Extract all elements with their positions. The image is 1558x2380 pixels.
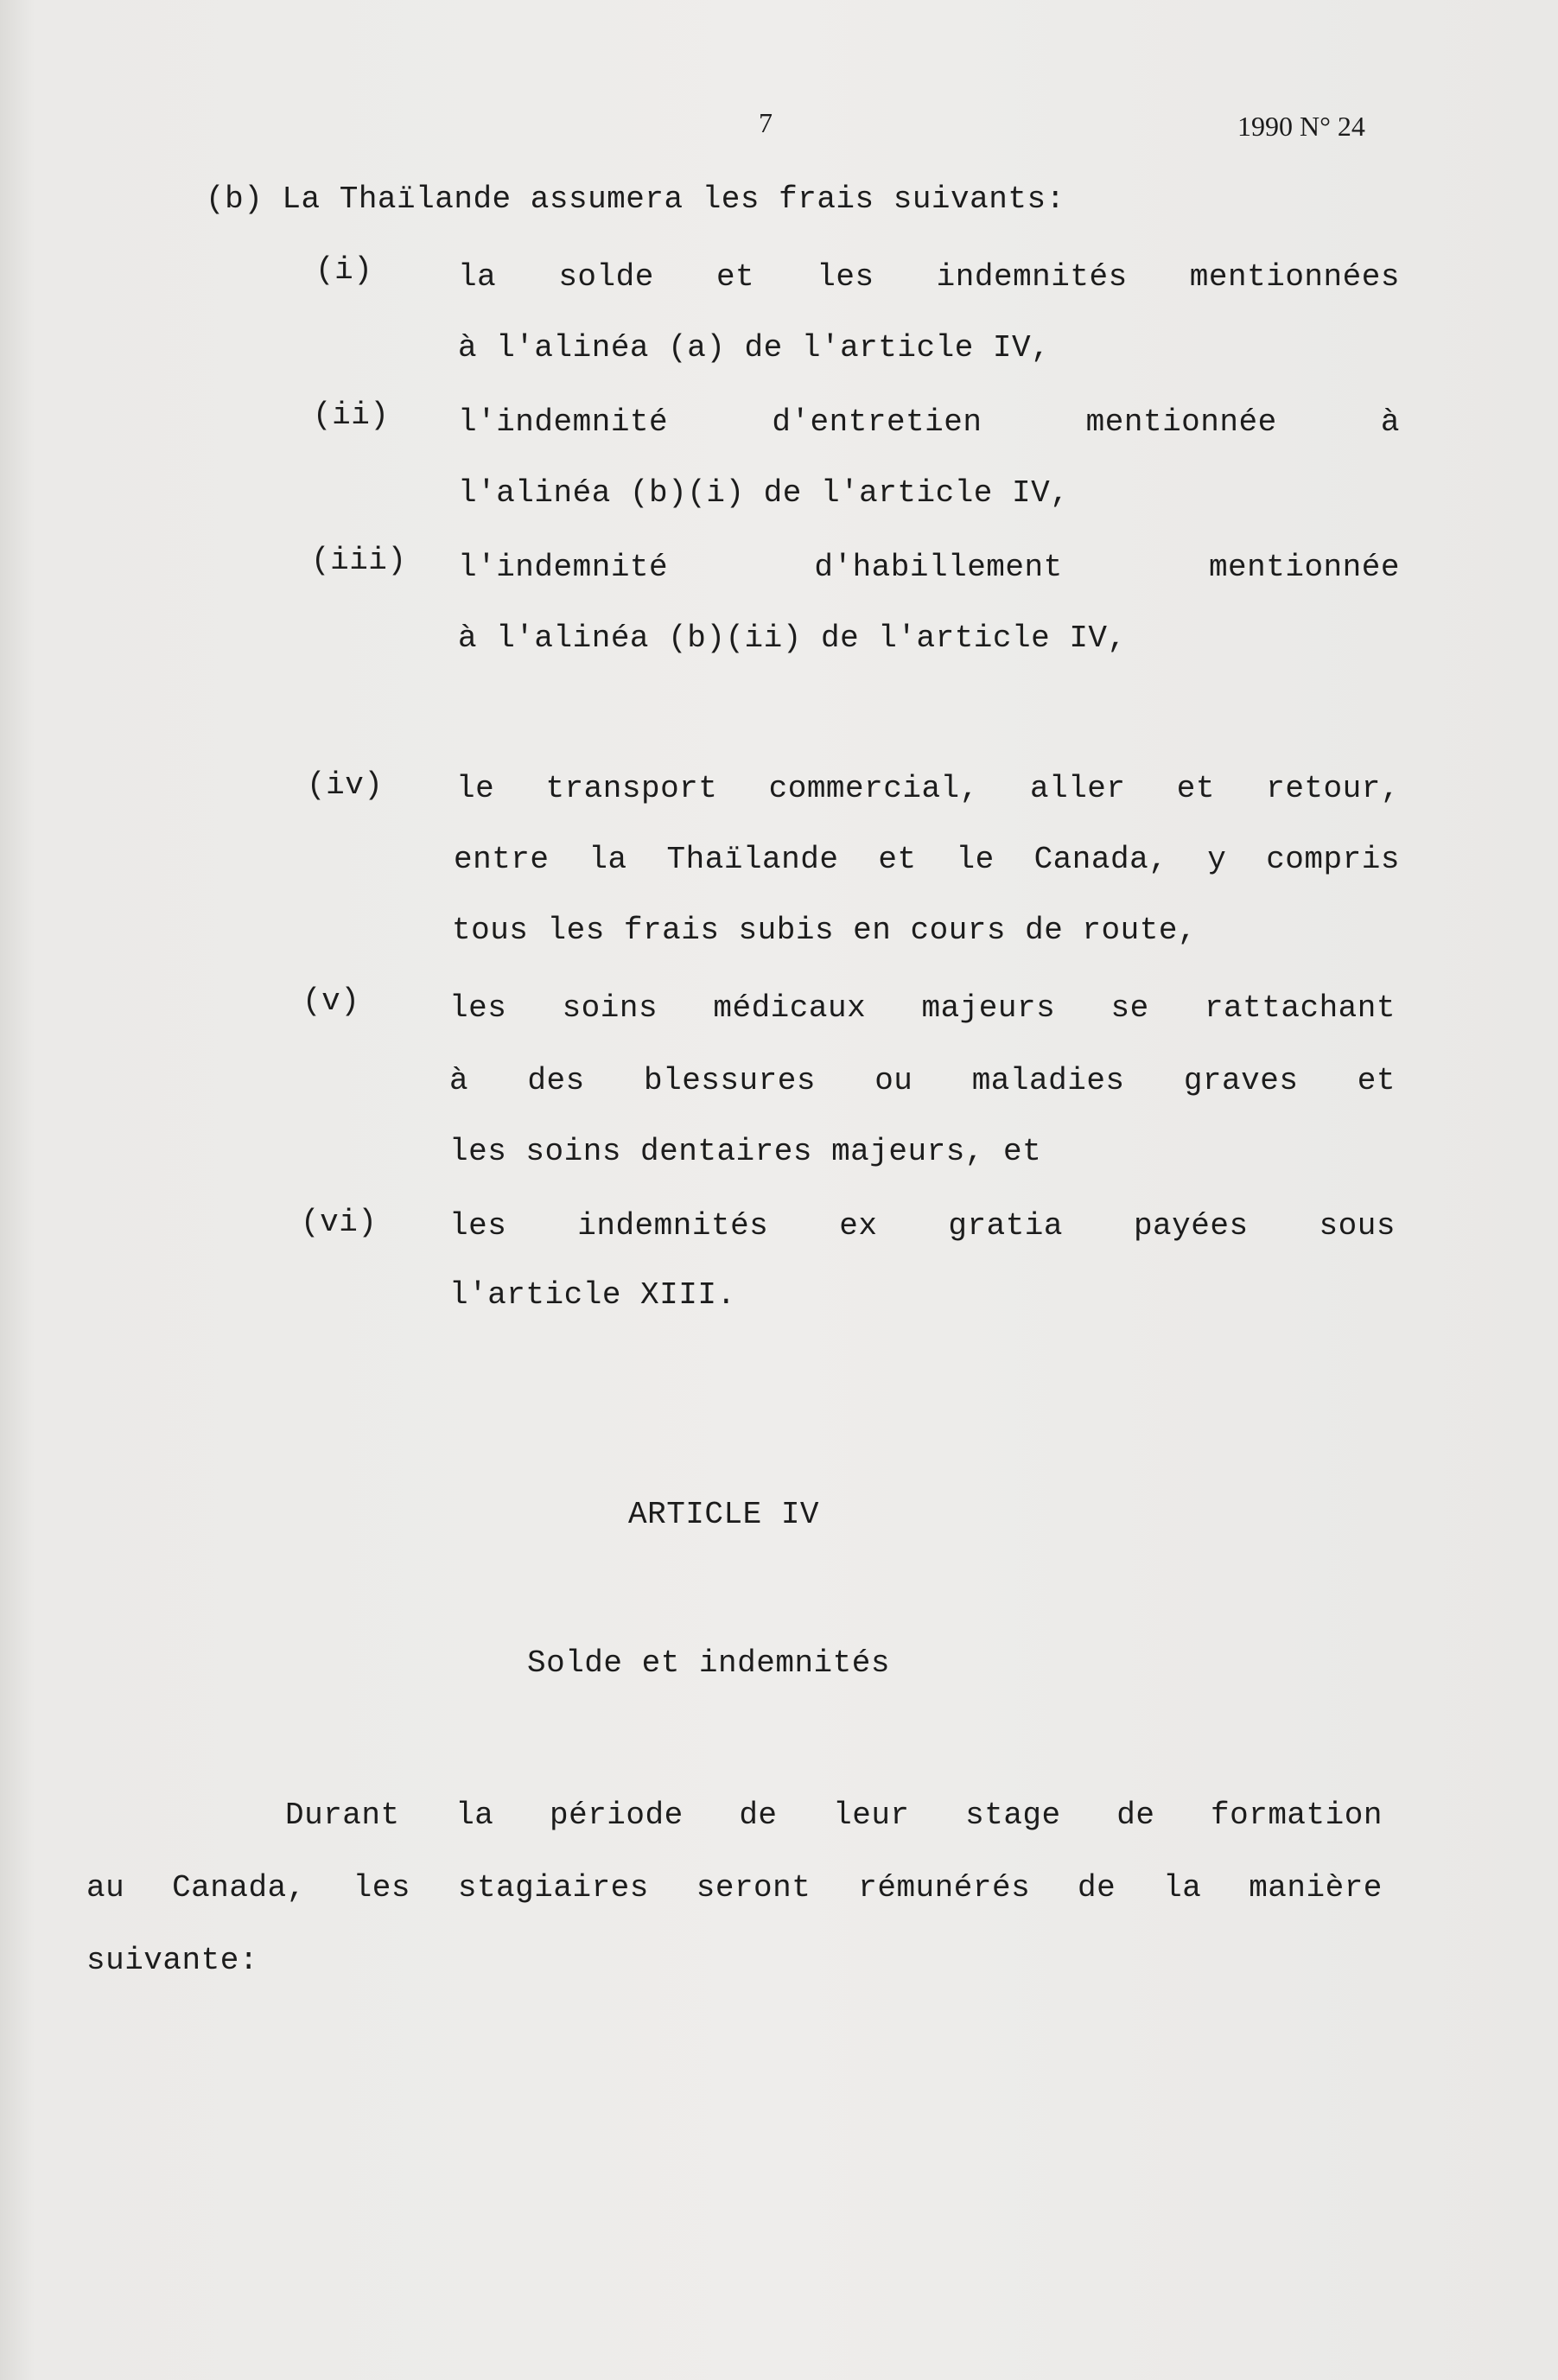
item-v-line2: à des blessures ou maladies graves et: [449, 1063, 1396, 1098]
item-v-marker: (v): [302, 983, 360, 1019]
item-iv-line1: le transport commercial, aller et retour,: [456, 771, 1400, 806]
item-vi-marker: (vi): [301, 1205, 378, 1240]
item-ii-line1: l'indemnité d'entretien mentionnée à: [458, 404, 1400, 440]
item-iv-marker: (iv): [307, 767, 384, 803]
closing-line2: au Canada, les stagiaires seront rémunérés de la manière: [86, 1870, 1383, 1906]
page-number: 7: [759, 107, 773, 138]
closing-line1: Durant la période de leur stage de formation: [285, 1798, 1383, 1833]
item-v-line1: les soins médicaux majeurs se rattachant: [449, 990, 1396, 1026]
item-vi-line2: l'article XIII.: [449, 1277, 736, 1313]
item-ii-marker: (ii): [313, 398, 390, 433]
section-b-intro: (b) La Thaïlande assumera les frais suivants:: [206, 181, 1065, 217]
article-subheading: Solde et indemnités: [527, 1645, 890, 1681]
item-ii-line2: l'alinéa (b)(i) de l'article IV,: [458, 475, 1070, 511]
item-iii-marker: (iii): [311, 543, 407, 578]
closing-line3: suivante:: [86, 1943, 258, 1978]
item-iii-line1: l'indemnité d'habillement mentionnée: [458, 550, 1400, 585]
document-number: 1990 N° 24: [1237, 111, 1365, 142]
article-heading: ARTICLE IV: [628, 1497, 820, 1532]
item-i-line1: la solde et les indemnités mentionnées: [458, 259, 1400, 295]
item-iv-line3: tous les frais subis en cours de route,: [452, 913, 1198, 948]
item-v-line3: les soins dentaires majeurs, et: [449, 1134, 1042, 1169]
item-vi-line1: les indemnités ex gratia payées sous: [449, 1208, 1396, 1244]
item-iii-line2: à l'alinéa (b)(ii) de l'article IV,: [458, 620, 1127, 656]
item-i-marker: (i): [315, 252, 373, 288]
item-i-line2: à l'alinéa (a) de l'article IV,: [458, 330, 1051, 366]
item-iv-line2: entre la Thaïlande et le Canada, y compris: [454, 842, 1400, 877]
